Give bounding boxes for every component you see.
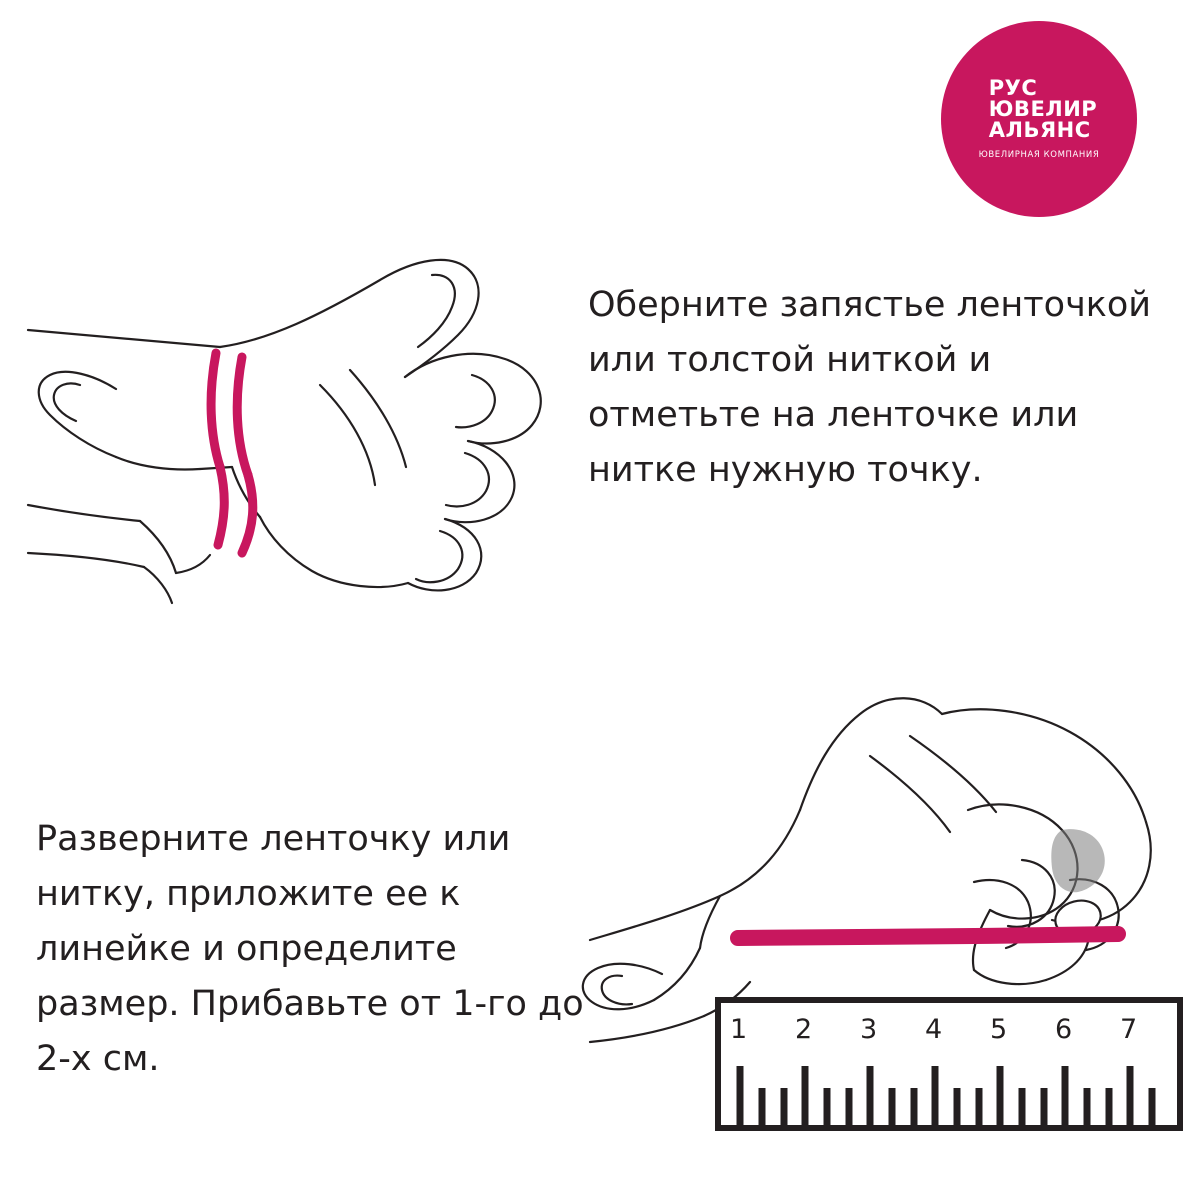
step-1-instruction: Оберните запястье ленточкой или толстой ниткой и отметьте на ленточке или нитке нужную точку. [588,285,1152,490]
ruler-label-6: 6 [1055,1014,1073,1045]
logo-wordmark [989,78,1097,141]
ruler-label-1: 1 [730,1014,748,1045]
ruler-label-7: 7 [1120,1014,1138,1045]
ruler-label-3: 3 [860,1014,878,1045]
ruler-scale [718,1000,1180,1128]
company-logo [941,21,1137,217]
ruler-label-5: 5 [990,1014,1008,1045]
illustration-wrist-measure [20,235,580,615]
ruler-label-2: 2 [795,1014,813,1045]
illustration-ruler-measure [570,670,1190,1170]
ruler-label-4: 4 [925,1014,943,1045]
logo-line-2: ЮВЕЛИР [988,97,1098,121]
logo-subtitle: ЮВЕЛИРНАЯ КОМПАНИЯ [978,150,1100,160]
ruler-ticks [718,1000,1180,1128]
step-2-instruction: Разверните ленточку или нитку, приложите ее к линейке и определите размер. Прибавьте от 1-го до 2-х см. [36,819,584,1079]
logo-line-3: АЛЬЯНС [988,118,1091,142]
logo-line-1: РУС [988,76,1038,100]
